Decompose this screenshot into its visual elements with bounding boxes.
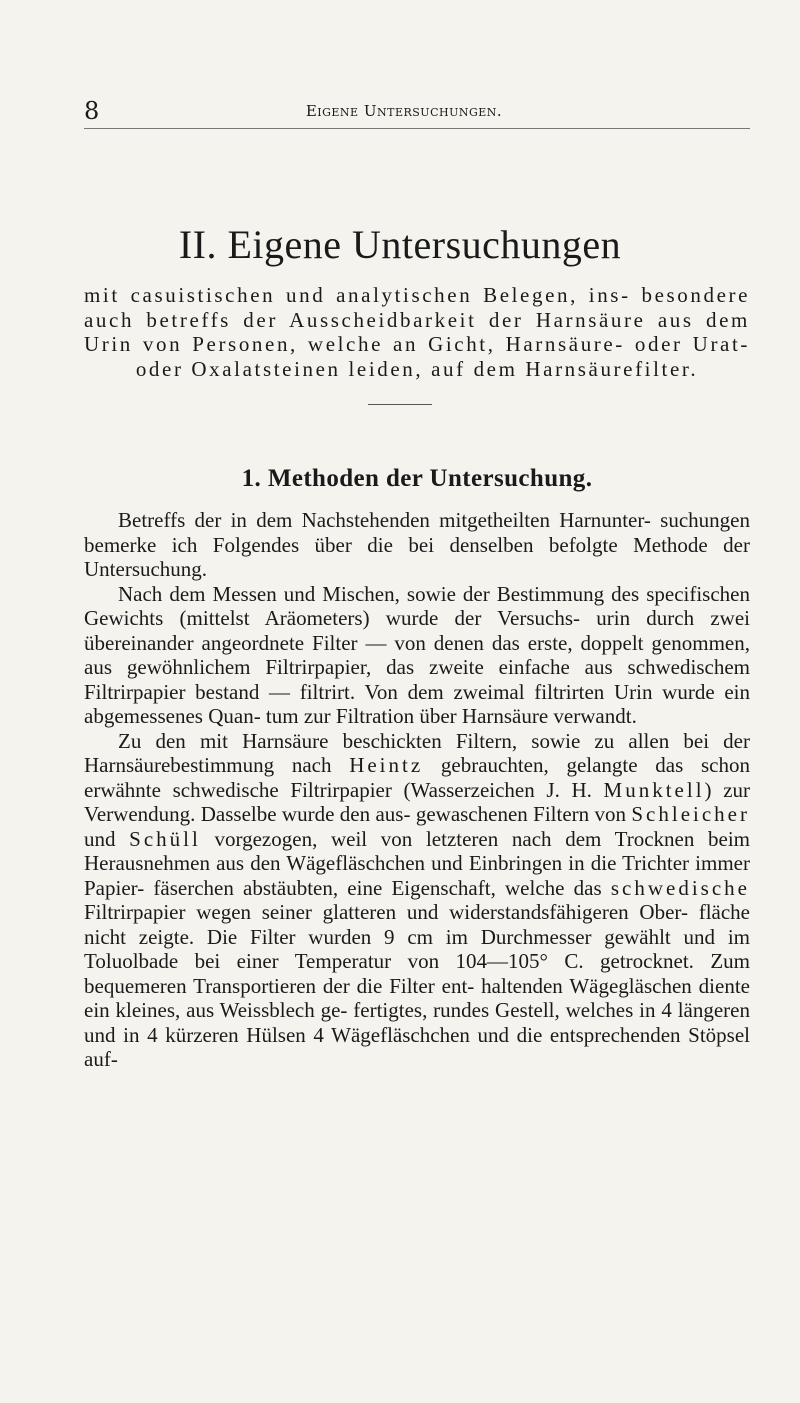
paragraph-3-text: ) zur Verwendung. Dasselbe wurde den aus- gewaschenen Filtern von [84,777,751,826]
author-name-munktell: Munktell [603,777,705,802]
author-name-schleicher: Schleicher [631,802,750,826]
header-divider [84,128,750,129]
body-text [84,508,750,1072]
paragraph-3 [84,729,750,1072]
chapter-title: II. Eigene Untersuchungen [178,222,622,267]
author-name-schuell: Schüll [129,826,201,851]
paragraph-2: Nach dem Messen und Mischen, sowie der Bestimmung des specifischen Gewichts (mittelst Aräometers) wurde der Versuchs- urin durch zwei übereinander angeordnete Filter — von denen das erste, doppelt genommen, aus gewöhnlichem Filtrirpapier, das zweite einfache aus schwedischem Filtrirpapier bestand — filtrirt. Von dem zweimal filtrirten Urin wurde ein abgemessenes Quan- tum zur Filtration über Harnsäure verwandt. [84,581,750,728]
author-name-heintz: Heintz [349,753,424,777]
running-title: Eigene Untersuchungen. [305,102,503,120]
section-title: 1. Methoden der Untersuchung. [241,465,593,492]
paragraph-3-text: Zu den mit Harnsäure beschickten Filtern, sowie zu allen bei der Harnsäurebestimmung nach [84,728,750,777]
section-divider [368,404,432,405]
paragraph-3-text: Filtrirpapier wegen seiner glatteren und widerstandsfähigeren Ober- fläche nicht zeigte. Die Filter wurden 9 cm im Durchmesser gewählt und im Toluolbade bei einer Temperatur von 104—105° C. getrocknet. Zum bequemeren Transportieren der die Filter ent- haltenden Wägegläschen diente ein kleines, aus Weissblech ge- fertigtes, rundes Gestell, welches in 4 längeren und in 4 kürzeren Hülsen 4 Wägefläschchen und die entsprechenden Stöpsel auf- [84,900,750,1071]
page-number: 8 [84,97,100,125]
emphasized-word: schwedische [610,875,750,900]
paragraph-3-text: gebrauchten, gelangte das schon erwähnte schwedische Filtrirpapier (Wasserzeichen J. H. [84,753,750,802]
running-head [84,96,724,126]
paragraph-3-text: und [84,826,130,851]
paragraph-3-text: vorgezogen, weil von letzteren nach dem Trocknen beim Herausnehmen aus den Wägefläschchen und Einbringen in die Trichter immer Papier- fäserchen abstäubten, eine Eigenschaft, welche das [84,826,751,900]
chapter-subtitle: mit casuistischen und analytischen Belegen, ins- besondere auch betreffs der Ausscheidbarkeit der Harnsäure aus dem Urin von Personen, welche an Gicht, Harnsäure- oder Urat- oder Oxalatsteinen leiden, auf dem Harnsäurefilter. [84,283,750,381]
paragraph-1: Betreffs der in dem Nachstehenden mitgetheilten Harnunter- suchungen bemerke ich Folgendes über die bei denselben befolgte Methode der Untersuchung. [84,508,750,581]
